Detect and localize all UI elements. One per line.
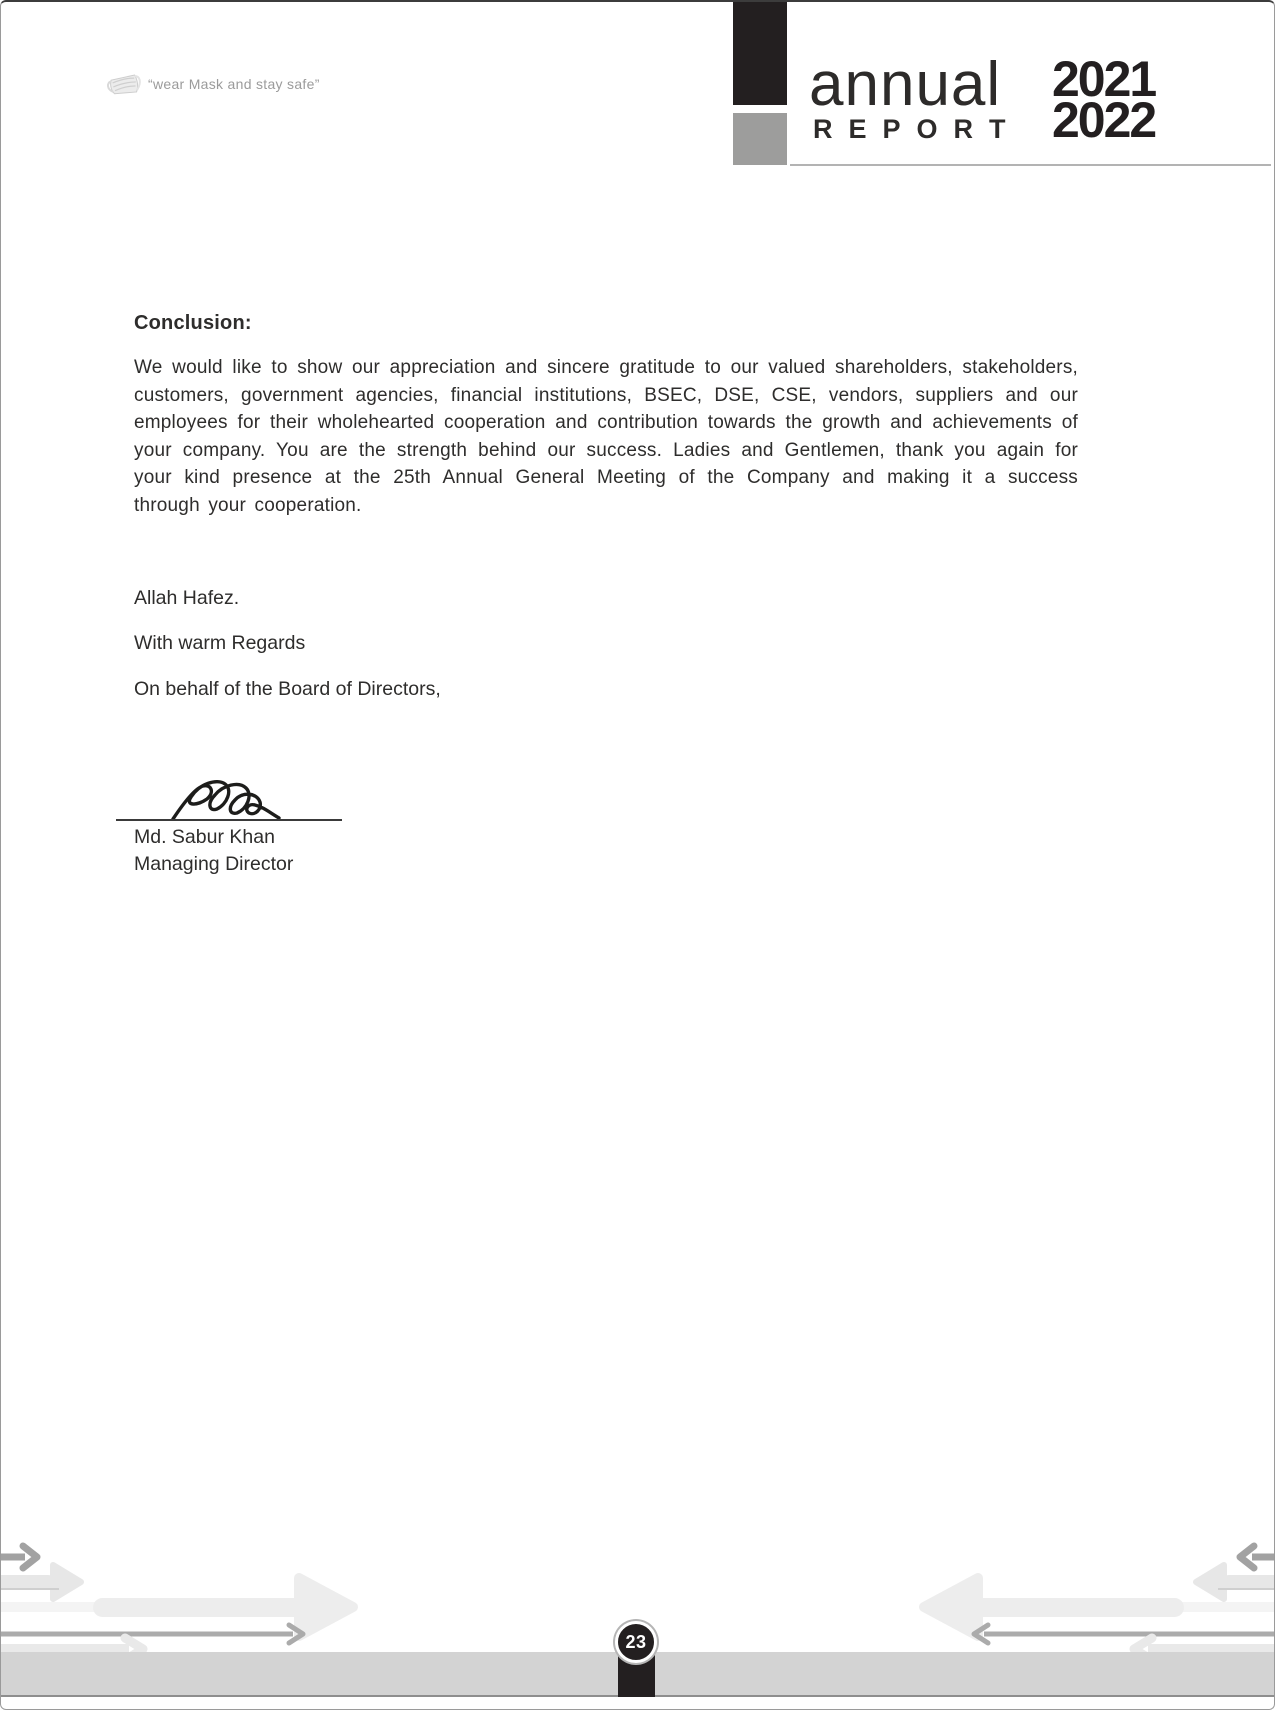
logo-report-wordmark: REPORT — [813, 114, 1022, 144]
logo-annual-wordmark: annual — [809, 50, 1002, 119]
signatory-title: Managing Director — [134, 853, 294, 875]
conclusion-paragraph: We would like to show our appreciation and sincere gratitude to our valued shareholders, stakeholders, customers, government agencies, financial institutions, BSEC, DSE, CSE, vendors, suppliers and our employees for their wholehearted cooperation and contribution towards the growth and achievements of your company. You are the strength behind our success. Ladies and Gentlemen, thank you again for your kind presence at the 25th Annual General Meeting of the Company and making it a success through your cooperation. — [134, 357, 1078, 516]
signature-line — [116, 819, 342, 821]
page-number: 23 — [625, 1631, 647, 1652]
face-mask-icon — [104, 68, 144, 100]
section-heading: Conclusion: — [134, 312, 252, 334]
page-number-badge — [615, 1621, 657, 1663]
closing-line-3: On behalf of the Board of Directors, — [134, 678, 441, 700]
signature-scribble — [169, 774, 319, 824]
decorative-arrows-left — [1, 1546, 353, 1660]
header-underline — [790, 164, 1271, 166]
closing-line-2: With warm Regards — [134, 632, 306, 654]
logo-year-bottom: 2022 — [1052, 92, 1156, 148]
logo-black-block — [733, 2, 787, 105]
signatory-name: Md. Sabur Khan — [134, 826, 275, 848]
mask-note-text: “wear Mask and stay safe” — [148, 76, 320, 92]
logo-years — [1052, 51, 1156, 148]
decorative-arrows-right — [924, 1546, 1275, 1660]
logo-year-top: 2021 — [1052, 51, 1156, 107]
closing-line-1: Allah Hafez. — [134, 587, 240, 609]
logo-gray-block — [733, 113, 787, 165]
mask-safety-note — [104, 68, 320, 100]
